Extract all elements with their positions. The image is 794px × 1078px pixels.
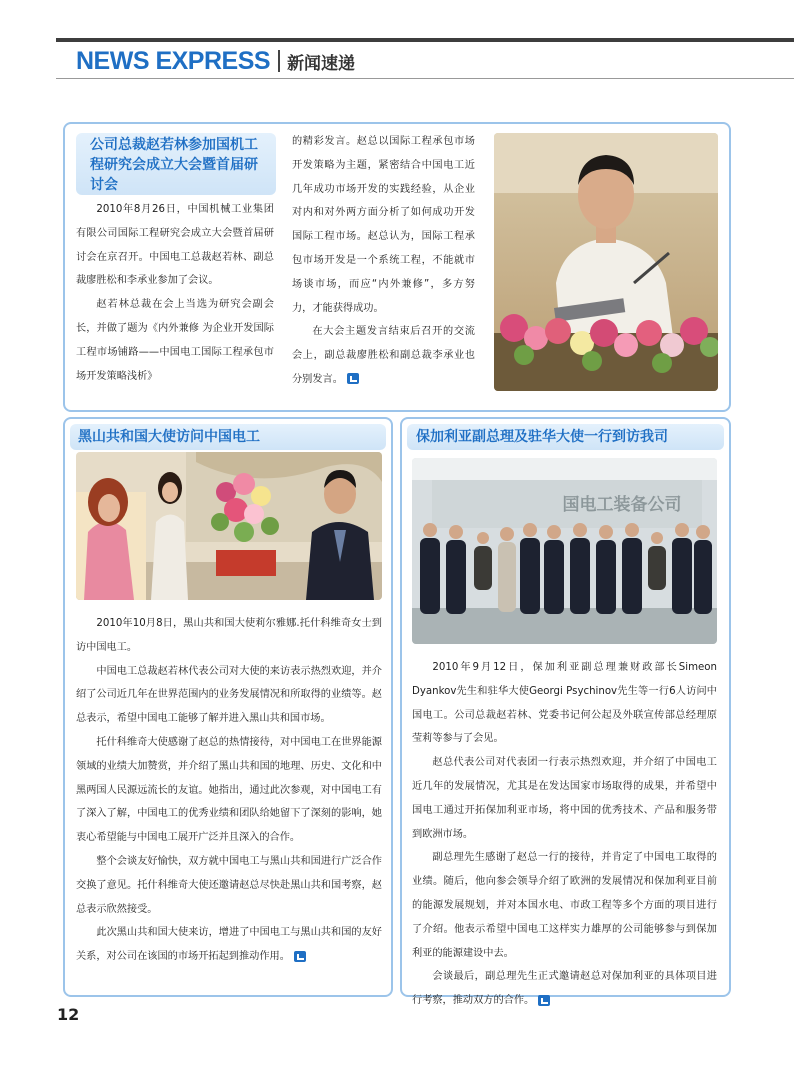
paragraph: 整个会谈友好愉快，双方就中国电工与黑山共和国进行广泛合作交换了意见。托什科维奇大使还邀请赵总尽快赴黑山共和国考察，赵总表示欣然接受。: [76, 855, 382, 915]
article-1-column-1: [76, 198, 274, 388]
end-mark-icon: [538, 995, 550, 1006]
company-sign: 国电工装备公司: [562, 495, 682, 515]
article-2-title: 黑山共和国大使访问中国电工: [78, 429, 260, 445]
paragraph: 赵总代表公司对代表团一行表示热烈欢迎，并介绍了中国电工近几年的发展情况，尤其是在发达国家市场取得的成果，并希望中国电工通过开拓保加利亚市场，将中国的优秀技术、产品和服务带到欧洲市场。: [412, 757, 717, 840]
paragraph: 托什科维奇大使感谢了赵总的热情接待，对中国电工在世界能源领域的业绩大加赞赏，并介绍了黑山共和国的地理、历史、文化和中黑两国人民源远流长的友谊。她指出，通过此次参观，对中国电工有了深入了解，中国电工的优秀业绩和团队给她留下了深刻的影响，她衷心希望能与中国电工展开广泛并且深入的合作。: [76, 736, 382, 844]
paragraph: 中国电工总裁赵若林代表公司对大使的来访表示热烈欢迎，并介绍了公司近几年在世界范围内的业务发展情况和所取得的业绩等。赵总表示，希望中国电工能够了解并进入黑山共和国市场。: [76, 665, 382, 725]
paragraph: 副总理先生感谢了赵总一行的接待，并肯定了中国电工取得的业绩。随后，他向参会领导介绍了欧洲的发展情况和保加利亚目前的能源发展规划，并对本国水电、市政工程等多个方面的项目进行了介绍。他表示希望中国电工这样实力雄厚的公司能够参与到保加利亚的能源建设中去。: [412, 852, 717, 959]
paragraph: 赵若林总裁在会上当选为研究会副会长，并做了题为《内外兼修 为企业开发国际工程市场铺路——中国电工国际工程承包市场开发策略浅析》: [76, 299, 274, 382]
paragraph: 的精彩发言。赵总以国际工程承包市场开发策略为主题，紧密结合中国电工近几年成功市场开发的实践经验，从企业对内和对外两方面分析了如何成功开发国际工程市场。赵总认为，国际工程承包市场开发是一个系统工程，不能就市场谈市场，而应“内外兼修”，多方努力，才能获得成功。: [292, 136, 475, 314]
article-3-body: [412, 656, 717, 1013]
article-1-title: 公司总裁赵若林参加国机工程研究会成立大会暨首届研讨会: [90, 137, 258, 193]
section-name: 新闻速递: [287, 53, 356, 74]
speaker-photo: [494, 133, 718, 391]
end-mark-icon: [347, 373, 359, 384]
delegation-group-photo: [412, 458, 717, 644]
header-separator: [278, 50, 280, 72]
paragraph: 在大会主题发言结束后召开的交流会上，副总裁廖胜松和副总裁李承业也分别发言。: [292, 326, 475, 385]
header-bottom-rule: [56, 78, 794, 79]
brand-name: NEWS EXPRESS: [76, 46, 271, 75]
paragraph: 会谈最后，副总理先生正式邀请赵总对保加利亚的具体项目进行考察，推动双方的合作。: [412, 971, 717, 1007]
header-top-rule: [56, 38, 794, 42]
article-3-title: 保加利亚副总理及驻华大使一行到访我司: [416, 429, 668, 445]
end-mark-icon: [294, 951, 306, 962]
paragraph: 2010年9月12日，保加利亚副总理兼财政部长Simeon Dyankov先生和驻华大使Georgi Psychinov先生等一行6人访问中国电工。公司总裁赵若林、党委书记何公起及外联宣传部总经理原莹莉等参与了会见。: [412, 662, 717, 745]
page-number: 12: [57, 1005, 80, 1024]
article-2-body: [76, 612, 382, 969]
page-header: [76, 44, 355, 78]
ambassador-meeting-photo: [76, 452, 382, 600]
paragraph: 2010年8月26日，中国机械工业集团有限公司国际工程研究会成立大会暨首届研讨会在京召开。中国电工总裁赵若林、副总裁廖胜松和李承业参加了会议。: [76, 204, 274, 287]
paragraph: 2010年10月8日，黑山共和国大使莉尔雅娜.托什科维奇女士到访中国电工。: [76, 618, 382, 653]
paragraph: 此次黑山共和国大使来访，增进了中国电工与黑山共和国的友好关系，对公司在该国的市场开拓起到推动作用。: [76, 927, 382, 963]
article-1-column-2: [292, 130, 475, 392]
